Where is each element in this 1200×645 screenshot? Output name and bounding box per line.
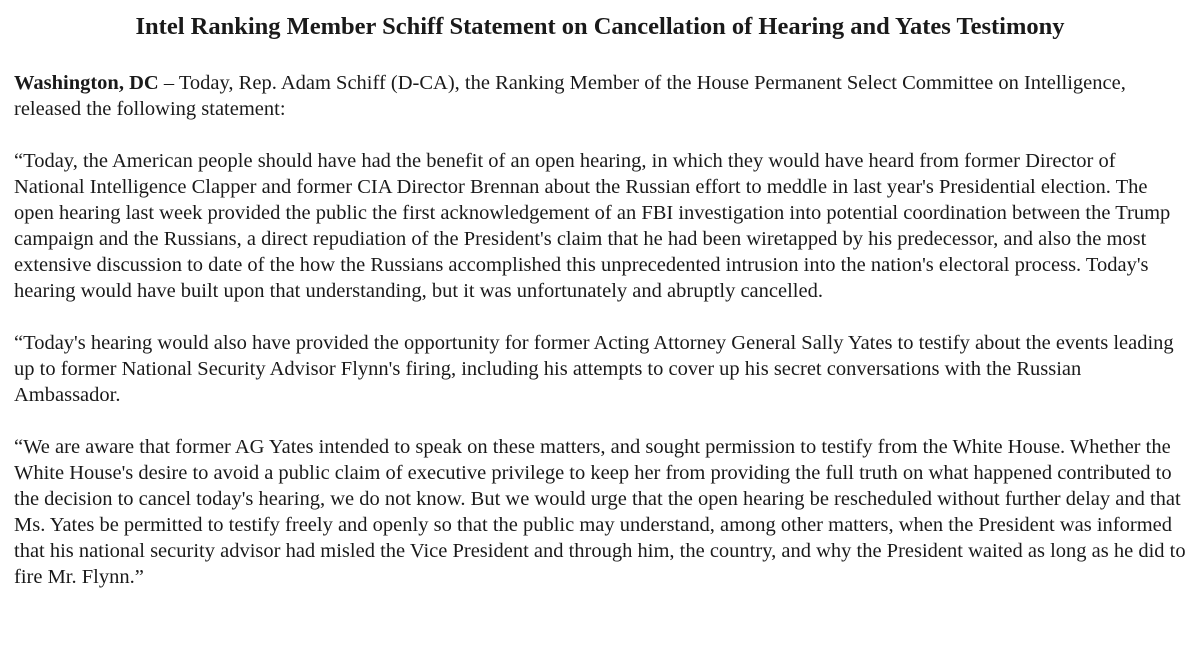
intro-text: – Today, Rep. Adam Schiff (D-CA), the Ranking Member of the House Permanent Select Committee on Intelligence, released the following statement: bbox=[14, 72, 1126, 120]
dateline: Washington, DC bbox=[14, 72, 159, 94]
statement-paragraph-1: “Today, the American people should have had the benefit of an open hearing, in which they would have heard from former Director of National Intelligence Clapper and former CIA Director Brennan about the Russian effort to meddle in last year's Presidential election. The open hearing last week provided the public the first acknowledgement of an FBI investigation into potential coordination between the Trump campaign and the Russians, a direct repudiation of the President's claim that he had been wiretapped by his predecessor, and also the most extensive discussion to date of the how the Russians accomplished this unprecedented intrusion into the nation's electoral process. Today's hearing would have built upon that understanding, but it was unfortunately and abruptly cancelled. bbox=[14, 150, 1171, 302]
statement-title: Intel Ranking Member Schiff Statement on Cancellation of Hearing and Yates Testimony bbox=[135, 13, 1065, 40]
intro-paragraph bbox=[14, 70, 1186, 122]
statement-paragraph-3: “We are aware that former AG Yates intended to speak on these matters, and sought permission to testify from the White House. Whether the White House's desire to avoid a public claim of executive privilege to keep her from providing the full truth on what happened contributed to the decision to cancel today's hearing, we do not know. But we would urge that the open hearing be rescheduled without further delay and that Ms. Yates be permitted to testify freely and openly so that the public may understand, among other matters, when the President was informed that his national security advisor had misled the Vice President and through him, the country, and why the President waited as long as he did to fire Mr. Flynn.” bbox=[14, 436, 1186, 588]
statement-paragraph-2: “Today's hearing would also have provided the opportunity for former Acting Attorney General Sally Yates to testify about the events leading up to former National Security Advisor Flynn's firing, including his attempts to cover up his secret conversations with the Russian Ambassador. bbox=[14, 332, 1174, 406]
